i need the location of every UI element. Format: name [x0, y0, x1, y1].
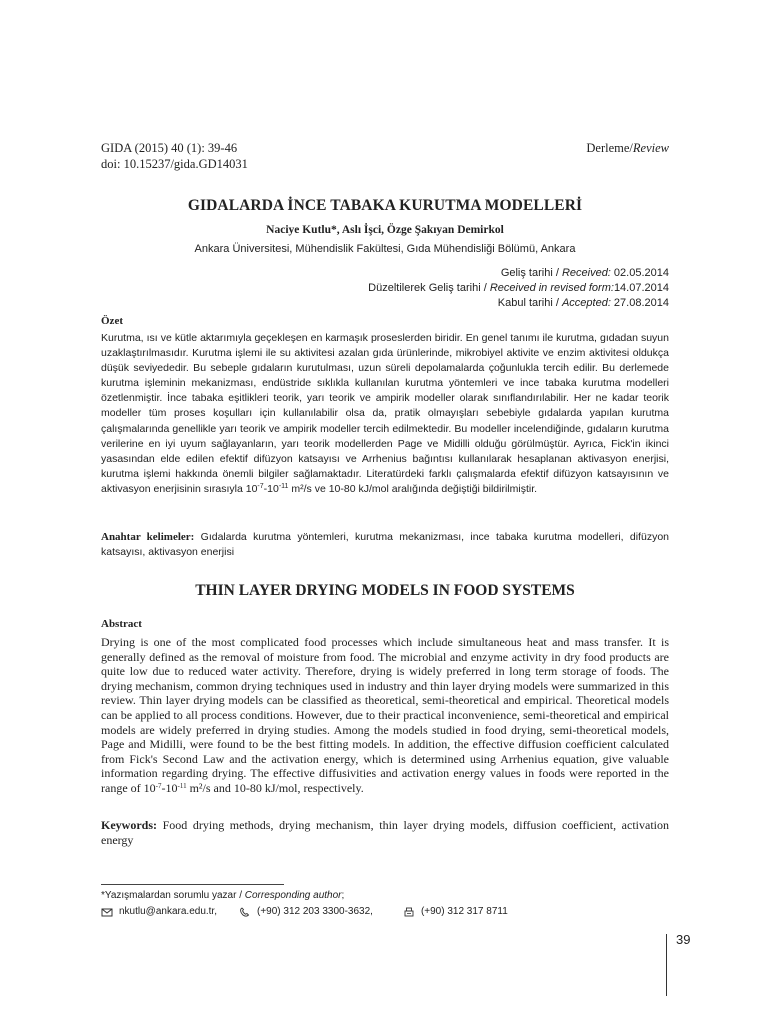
title-english: THIN LAYER DRYING MODELS IN FOOD SYSTEMS	[195, 582, 575, 599]
page-number: 39	[676, 932, 691, 947]
article-type: Derleme/Review	[586, 141, 669, 155]
footnote	[101, 888, 669, 920]
journal-meta	[101, 140, 669, 172]
doi[interactable]: doi: 10.15237/gida.GD14031	[101, 157, 248, 171]
footnote-corresponding: *Yazışmalardan sorumlu yazar / Corresponding author;	[101, 890, 345, 901]
keywords-turkish: Anahtar kelimeler: Gıdalarda kurutma yöntemleri, kurutma mekanizması, ince tabaka kurutma modelleri, difüzyon katsayısı, aktivasyon enerjisi	[101, 531, 669, 559]
accepted-date: Kabul tarihi / Accepted: 27.08.2014	[497, 297, 669, 309]
abstract-heading: Abstract	[101, 618, 142, 630]
footnote-divider	[101, 884, 284, 885]
keywords-english: Keywords: Food drying methods, drying mechanism, thin layer drying models, diffusion coefficient, activation energy	[101, 818, 669, 848]
phone-icon	[239, 907, 251, 917]
authors: Naciye Kutlu*, Aslı İşci, Özge Şakıyan Demirkol	[266, 224, 504, 236]
fax-icon	[403, 907, 415, 917]
phone-number: (+90) 312 203 3300-3632,	[257, 906, 373, 917]
journal-citation: GIDA (2015) 40 (1): 39-46	[101, 141, 238, 155]
page-number-rule	[666, 934, 667, 996]
abstract-text: Drying is one of the most complicated food processes which include simultaneous heat and mass transfer. It is generally defined as the removal of moisture from food. The microbial and enzyme activity in dry food products are quite low due to reduced water activity. Therefore, drying is widely preferred in long term storage of foods. The drying mechanism, common drying techniques used in industry and thin layer drying models were summarized in this review. Thin layer drying models can be classified as theoretical, semi-theoretical and empirical. Theoretical models can be applied to all process conditions. However, due to their practical inconvenience, semi-theoretical and empirical models are widely preferred in drying studies. Among the models studied in food drying, semi-theoretical models, Page and Midilli, were found to be the best fitting models. In addition, the effective diffusion coefficient calculated from Fick's Second Law and the activation energy, which is determined using Arrhenius equation, give valuable information regarding drying. The effective diffusivities and activation energy values in foods were reported in the range of $10^{-7}-10^{-11}$ m²/s and 10-80 kJ/mol, respectively.	[101, 635, 669, 795]
email-icon	[101, 907, 113, 917]
email-link[interactable]: nkutlu@ankara.edu.tr,	[119, 906, 217, 917]
dates-block	[101, 266, 669, 311]
ozet-text: Kurutma, ısı ve kütle aktarımıyla geçekleşen en karmaşık proseslerden biridir. En genel tanımı ile kurutma, gıdadan suyun uzaklaştırılmasıdır. Kurutma işlemi ile su aktivitesi azalan gıda ürünlerinde, mikrobiyel aktivite ve enzim aktivitesi oldukça düşük seviyededir. Bu sebeple gıdaların kurutulması, uzun süreli depolamalarda çoğunlukla tercih edilir. Bu derlemede kurutma işleminin mekanizması, endüstride sıklıkla kullanılan kurutma yöntemleri ve ince tabaka kurutma modelleri özetlenmiştir. İnce tabaka eşitlikleri teorik, yarı teorik ve ampirik modeller olarak sınıflandırılabilir. Her ne kadar teorik modeller tüm proses koşulları için kullanılabilir olsa da, pratik olmayışları sebebiyle gıdalarda yapılan kurutma çalışmalarında genellikle yarı teorik ve ampirik modeller tercih edilmektedir. Bu modeller incelendiğinde, gıdaların kurutma verilerine en iyi uyum sağlayanların, yarı teorik modellerden Page ve Midilli olduğu görülmüştür. Ayrıca, Fick'in ikinci yasasından elde edilen efektif difüzyon katsayısı ve Arrhenius bağıntısı kullanılarak hesaplanan aktivasyon enerjisi, kurutma işlemi hakkında önemli bilgiler sağlamaktadır. Literatürdeki farklı çalışmalarda efektif difüzyon katsayısının ve aktivasyon enerjisinin sırasıyla $10^{-7}-10^{-11}$ m²/s ve 10-80 kJ/mol aralığında değiştiği bildirilmiştir.	[101, 332, 669, 495]
received-date: Geliş tarihi / Received: 02.05.2014	[500, 267, 669, 279]
title-turkish: GIDALARDA İNCE TABAKA KURUTMA MODELLERİ	[187, 197, 583, 214]
ozet-heading: Özet	[101, 315, 123, 327]
footnote-contacts	[101, 904, 669, 920]
affiliation: Ankara Üniversitesi, Mühendislik Fakültesi, Gıda Mühendisliği Bölümü, Ankara	[194, 243, 576, 255]
revised-date: Düzeltilerek Geliş tarihi / Received in revised form:14.07.2014	[368, 282, 669, 294]
fax-number: (+90) 312 317 8711	[420, 906, 508, 917]
